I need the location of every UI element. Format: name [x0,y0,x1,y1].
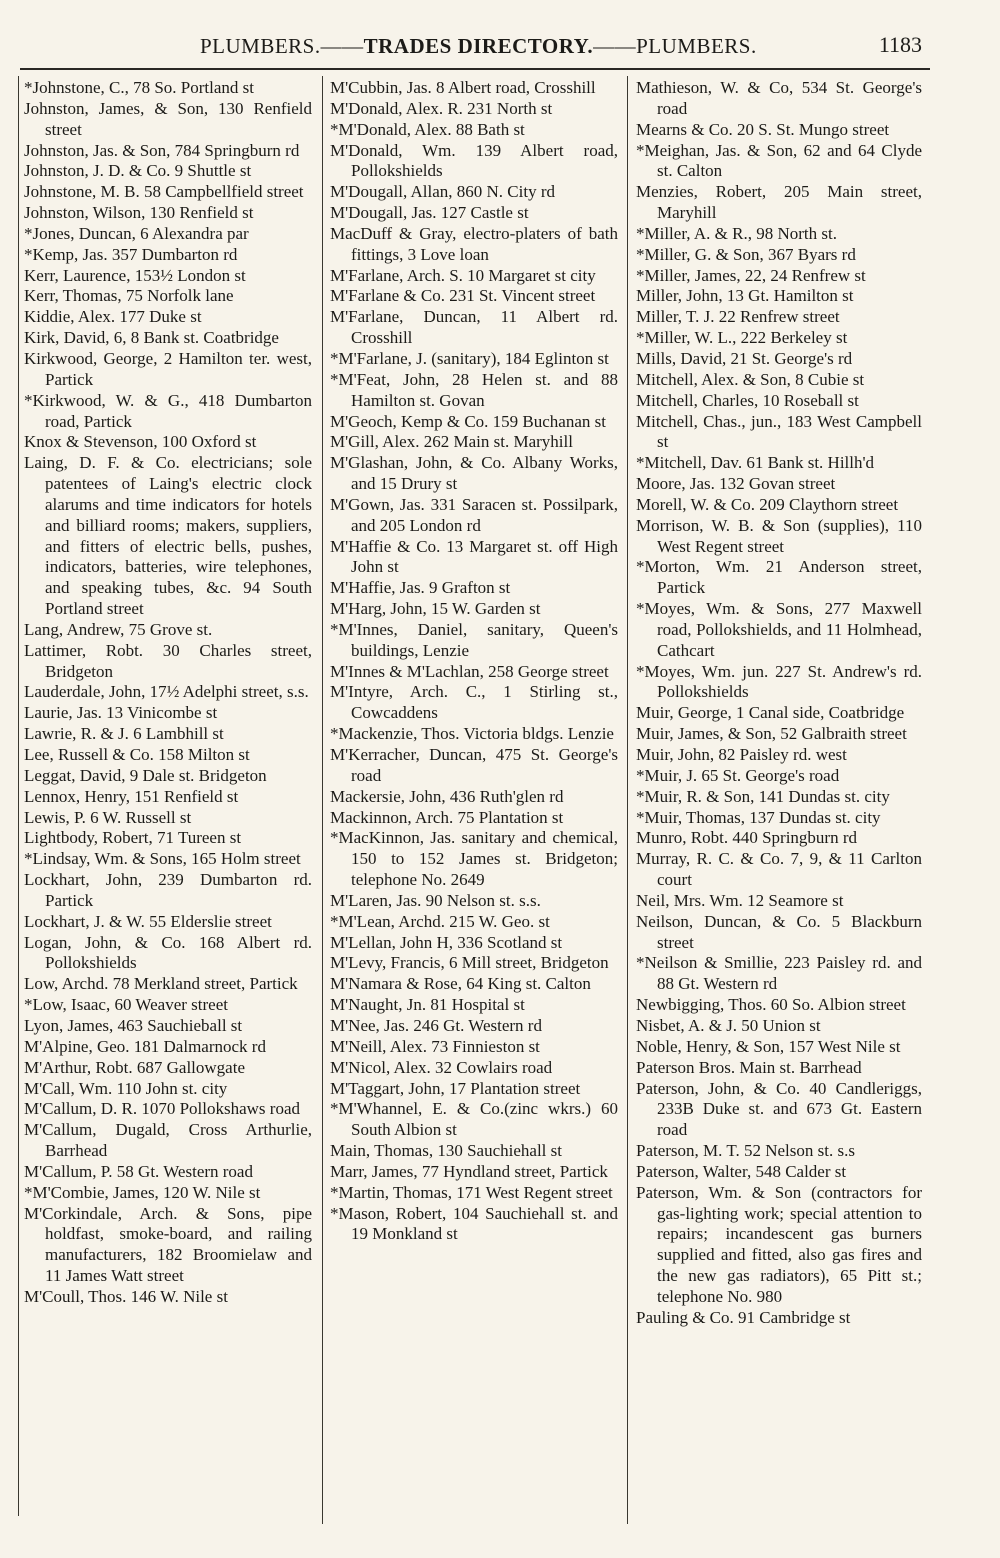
directory-entry: *Moyes, Wm. jun. 227 St. Andrew's rd. Pollokshields [636,661,922,702]
directory-entry: M'Haffie & Co. 13 Margaret st. off High John st [330,536,618,577]
directory-entry: Murray, R. C. & Co. 7, 9, & 11 Carlton court [636,849,922,890]
directory-entry: Paterson Bros. Main st. Barrhead [636,1057,862,1077]
directory-entry: *Mackenzie, Thos. Victoria bldgs. Lenzie [330,724,614,744]
directory-entry: Lattimer, Robt. 30 Charles street, Bridgeton [24,640,312,681]
directory-entry: Lockhart, J. & W. 55 Elderslie street [24,911,272,931]
directory-entry: M'Coull, Thos. 146 W. Nile st [24,1286,228,1306]
directory-entry: M'Kerracher, Duncan, 475 St. George's road [330,745,618,785]
directory-entry: Johnston, Jas. & Son, 784 Springburn rd [24,140,300,160]
directory-entry: Morell, W. & Co. 209 Claythorn street [636,494,899,514]
directory-entry: Muir, James, & Son, 52 Galbraith street [636,724,907,744]
directory-entry: Newbigging, Thos. 60 So. Albion street [636,995,906,1015]
directory-entry: Mills, David, 21 St. George's rd [636,348,853,368]
directory-entry: *Martin, Thomas, 171 West Regent street [330,1182,613,1202]
header-dash-2: —— [593,34,637,58]
directory-entry: M'Glashan, John, & Co. Albany Works, and 15 Drury st [330,453,618,494]
directory-entry: *M'Innes, Daniel, sanitary, Queen's buildings, Lenzie [330,619,618,660]
directory-entry: Kirkwood, George, 2 Hamilton ter. west, Partick [24,348,312,389]
directory-entry: *M'Farlane, J. (sanitary), 184 Eglinton st [330,348,609,368]
directory-entry: Kiddie, Alex. 177 Duke st [24,307,202,327]
header-rule [20,68,930,70]
column-divider-2 [627,76,628,1524]
directory-entry: M'Callum, P. 58 Gt. Western road [24,1161,253,1181]
directory-entry: Johnston, James, & Son, 130 Renfield street [24,98,312,139]
directory-entry: M'Intyre, Arch. C., 1 Stirling st., Cowcaddens [330,682,618,723]
directory-entry: Pauling & Co. 91 Cambridge st [636,1307,851,1327]
directory-entry: Knox & Stevenson, 100 Oxford st [24,432,257,452]
directory-entry: *MacKinnon, Jas. sanitary and chemical, 150 to 152 James st. Bridgeton; telephone No. 2649 [330,828,618,890]
directory-entry: Logan, John, & Co. 168 Albert rd. Pollokshields [24,932,312,973]
directory-entry: Noble, Henry, & Son, 157 West Nile st [636,1036,901,1056]
directory-entry: Leggat, David, 9 Dale st. Bridgeton [24,765,267,785]
directory-entry: M'Dougall, Allan, 860 N. City rd [330,182,556,202]
directory-entry: M'Alpine, Geo. 181 Dalmarnock rd [24,1036,266,1056]
directory-entry: Mathieson, W. & Co, 534 St. George's road [636,78,922,118]
directory-entry: Paterson, Wm. & Son (contractors for gas-lighting work; special attention to repairs; incandescent gas burners supplied and fitted, also gas fires and the new gas radiators), 65 Pitt st.; telephone No. 980 [636,1182,922,1306]
directory-entry: M'Geoch, Kemp & Co. 159 Buchanan st [330,411,606,431]
directory-entry: Lauderdale, John, 17½ Adelphi street, s.s. [24,682,309,702]
directory-entry: M'Donald, Alex. R. 231 North st [330,98,553,118]
directory-entry: M'Gown, Jas. 331 Saracen st. Possilpark, and 205 London rd [330,494,618,535]
column-divider-left [18,76,19,1516]
directory-entry: *Miller, James, 22, 24 Renfrew st [636,265,866,285]
directory-column-3 [636,78,922,1329]
directory-entry: Nisbet, A. & J. 50 Union st [636,1015,821,1035]
directory-entry: Munro, Robt. 440 Springburn rd [636,828,857,848]
directory-entry: M'Dougall, Jas. 127 Castle st [330,203,529,223]
directory-entry: *Neilson & Smillie, 223 Paisley rd. and 88 Gt. Western rd [636,953,922,994]
directory-entry: *Moyes, Wm. & Sons, 277 Maxwell road, Pollokshields, and 11 Holmhead, Cathcart [636,599,922,660]
directory-entry: Morrison, W. B. & Son (supplies), 110 West Regent street [636,515,922,556]
running-header [0,34,1000,64]
directory-entry: M'Nicol, Alex. 32 Cowlairs road [330,1057,553,1077]
directory-column-1 [24,78,312,1308]
directory-entry: Lockhart, John, 239 Dumbarton rd. Partick [24,870,312,910]
directory-entry: *Meighan, Jas. & Son, 62 and 64 Clyde st. Calton [636,140,922,181]
directory-entry: Menzies, Robert, 205 Main street, Maryhill [636,182,922,223]
directory-entry: *M'Combie, James, 120 W. Nile st [24,1182,261,1202]
directory-entry: Muir, John, 82 Paisley rd. west [636,745,847,764]
directory-entry: Kerr, Laurence, 153½ London st [24,265,246,285]
directory-entry: Low, Archd. 78 Merkland street, Partick [24,974,298,994]
directory-entry: Marr, James, 77 Hyndland street, Partick [330,1161,608,1181]
directory-entry: Mackinnon, Arch. 75 Plantation st [330,807,564,827]
directory-entry: Mearns & Co. 20 S. St. Mungo street [636,119,890,139]
directory-entry: M'Farlane, Arch. S. 10 Margaret st city [330,265,596,285]
directory-column-2 [330,78,618,1245]
directory-entry: *Miller, A. & R., 98 North st. [636,223,837,243]
directory-entry: M'Farlane, Duncan, 11 Albert rd. Crosshill [330,307,618,348]
directory-entry: *Jones, Duncan, 6 Alexandra par [24,223,249,243]
page-number: 1183 [878,32,922,57]
directory-entry: M'Laren, Jas. 90 Nelson st. s.s. [330,890,541,910]
directory-entry: M'Haffie, Jas. 9 Grafton st [330,578,511,598]
directory-entry: Lang, Andrew, 75 Grove st. [24,619,213,639]
directory-entry: Paterson, John, & Co. 40 Candleriggs, 233B Duke st. and 673 Gt. Eastern road [636,1078,922,1140]
directory-entry: Kirk, David, 6, 8 Bank st. Coatbridge [24,328,279,348]
directory-entry: *Miller, W. L., 222 Berkeley st [636,328,848,348]
header-middle: TRADES DIRECTORY. [363,34,594,58]
directory-entry: Johnstone, M. B. 58 Campbellfield street [24,182,304,202]
directory-entry: Lee, Russell & Co. 158 Milton st [24,745,250,764]
directory-entry: Neilson, Duncan, & Co. 5 Blackburn street [636,911,922,952]
directory-entry: Moore, Jas. 132 Govan street [636,474,836,494]
directory-entry: Miller, John, 13 Gt. Hamilton st [636,286,854,306]
directory-entry: Miller, T. J. 22 Renfrew street [636,307,840,327]
directory-entry: Johnston, Wilson, 130 Renfield st [24,203,254,223]
directory-entry: Kerr, Thomas, 75 Norfolk lane [24,286,234,306]
directory-entry: M'Arthur, Robt. 687 Gallowgate [24,1057,245,1077]
directory-entry: Paterson, M. T. 52 Nelson st. s.s [636,1141,855,1161]
directory-entry: *Kemp, Jas. 357 Dumbarton rd [24,244,238,264]
directory-entry: M'Namara & Rose, 64 King st. Calton [330,974,591,994]
directory-entry: Laing, D. F. & Co. electricians; sole patentees of Laing's electric clock alarums and time indicators for hotels and billiard rooms; makers, suppliers, and fitters of electric bells, pushes, indicators, batteries, wire telephones, and speaking tubes, &c. 94 South Portland street [24,453,312,619]
directory-entry: Lennox, Henry, 151 Renfield st [24,786,239,806]
column-divider-1 [322,76,323,1524]
header-title [200,34,760,59]
directory-entry: Mackersie, John, 436 Ruth'glen rd [330,786,564,806]
directory-entry: Lightbody, Robert, 71 Tureen st [24,828,242,848]
directory-entry: Mitchell, Chas., jun., 183 West Campbell st [636,411,922,452]
directory-entry: *Mason, Robert, 104 Sauchiehall st. and 19 Monkland st [330,1203,618,1244]
directory-entry: *Muir, Thomas, 137 Dundas st. city [636,807,881,827]
directory-entry: *Johnstone, C., 78 So. Portland st [24,78,254,97]
directory-entry: M'Levy, Francis, 6 Mill street, Bridgeton [330,953,609,973]
directory-entry: Mitchell, Alex. & Son, 8 Cubie st [636,369,865,389]
directory-entry: Lewis, P. 6 W. Russell st [24,807,192,827]
directory-entry: Laurie, Jas. 13 Vinicombe st [24,703,218,723]
directory-entry: Johnston, J. D. & Co. 9 Shuttle st [24,161,252,181]
header-right: PLUMBERS. [636,34,757,58]
directory-entry: Lyon, James, 463 Sauchieball st [24,1015,243,1035]
directory-entry: M'Neill, Alex. 73 Finnieston st [330,1036,540,1056]
directory-entry: MacDuff & Gray, electro-platers of bath fittings, 3 Love loan [330,223,618,264]
directory-entry: M'Harg, John, 15 W. Garden st [330,599,541,619]
directory-entry: Mitchell, Charles, 10 Roseball st [636,390,859,410]
directory-entry: M'Farlane & Co. 231 St. Vincent street [330,286,596,306]
directory-entry: M'Callum, Dugald, Cross Arthurlie, Barrhead [24,1120,312,1161]
directory-entry: *Miller, G. & Son, 367 Byars rd [636,244,856,264]
directory-entry: Neil, Mrs. Wm. 12 Seamore st [636,890,844,910]
directory-entry: *Morton, Wm. 21 Anderson street, Partick [636,557,922,598]
header-left: PLUMBERS. [200,34,321,58]
directory-entry: *Lindsay, Wm. & Sons, 165 Holm street [24,849,301,869]
directory-entry: M'Naught, Jn. 81 Hospital st [330,995,525,1015]
directory-entry: *M'Donald, Alex. 88 Bath st [330,119,525,139]
directory-entry: *Mitchell, Dav. 61 Bank st. Hillh'd [636,453,875,473]
directory-entry: *M'Whannel, E. & Co.(zinc wkrs.) 60 South Albion st [330,1099,618,1140]
directory-entry: *Muir, R. & Son, 141 Dundas st. city [636,786,890,806]
directory-entry: M'Call, Wm. 110 John st. city [24,1078,228,1098]
directory-entry: Paterson, Walter, 548 Calder st [636,1161,847,1181]
directory-entry: M'Corkindale, Arch. & Sons, pipe holdfast, smoke-board, and railing manufacturers, 182 Broomielaw and 11 James Watt street [24,1203,312,1286]
directory-entry: *Low, Isaac, 60 Weaver street [24,995,228,1015]
directory-entry: M'Innes & M'Lachlan, 258 George street [330,661,609,681]
directory-entry: *Muir, J. 65 St. George's road [636,765,840,785]
directory-entry: M'Cubbin, Jas. 8 Albert road, Crosshill [330,78,596,97]
directory-entry: M'Donald, Wm. 139 Albert road, Pollokshields [330,140,618,181]
directory-entry: Muir, George, 1 Canal side, Coatbridge [636,703,905,723]
directory-entry: M'Gill, Alex. 262 Main st. Maryhill [330,432,573,452]
directory-entry: *M'Lean, Archd. 215 W. Geo. st [330,911,550,931]
directory-entry: M'Taggart, John, 17 Plantation street [330,1078,581,1098]
directory-entry: M'Nee, Jas. 246 Gt. Western rd [330,1015,542,1035]
directory-entry: Main, Thomas, 130 Sauchiehall st [330,1141,562,1161]
directory-entry: *M'Feat, John, 28 Helen st. and 88 Hamilton st. Govan [330,369,618,410]
directory-entry: M'Lellan, John H, 336 Scotland st [330,932,563,952]
directory-entry: M'Callum, D. R. 1070 Pollokshaws road [24,1099,301,1119]
header-dash-1: —— [320,34,364,58]
directory-entry: Lawrie, R. & J. 6 Lambhill st [24,724,224,744]
directory-entry: *Kirkwood, W. & G., 418 Dumbarton road, Partick [24,390,312,431]
